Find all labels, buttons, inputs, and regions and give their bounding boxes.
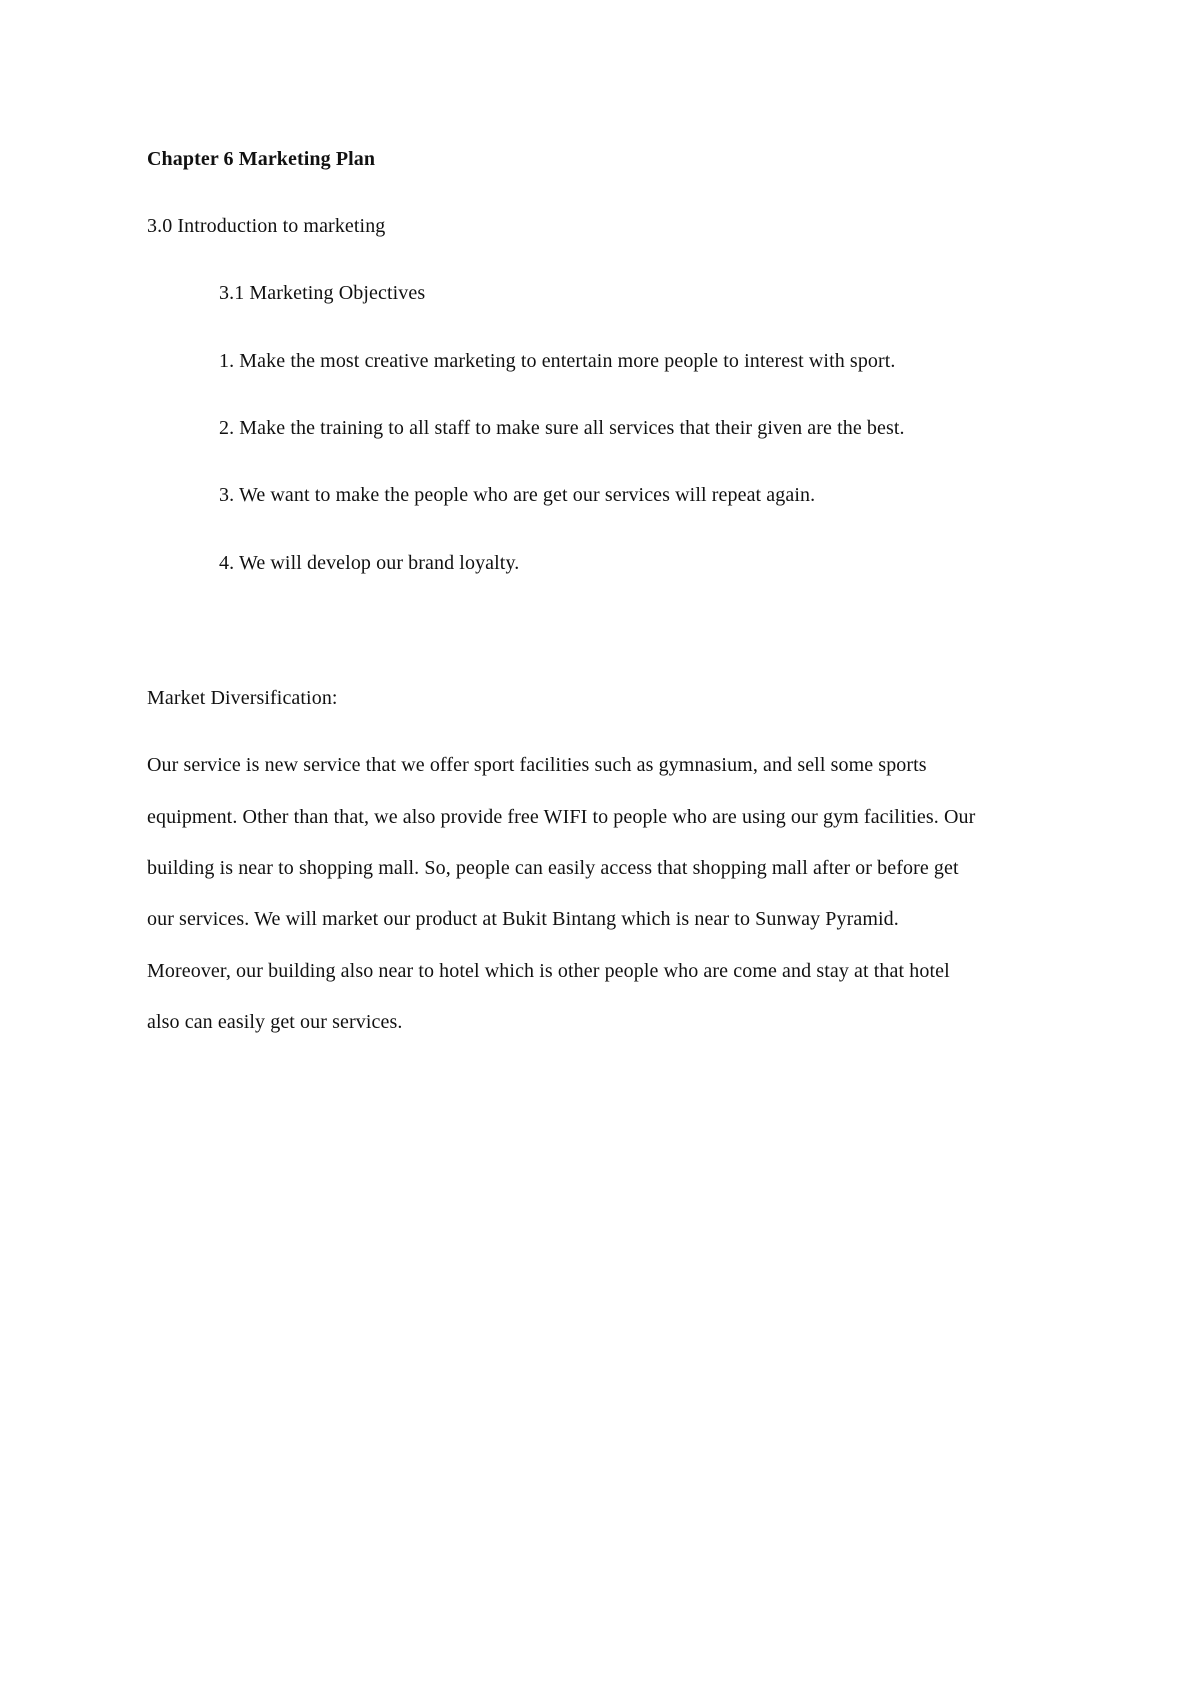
paragraph-line: equipment. Other than that, we also provide free WIFI to people who are using our gym facilities. Our <box>147 806 976 828</box>
paragraph-line: Our service is new service that we offer sport facilities such as gymnasium, and sell some sports <box>147 754 927 776</box>
chapter-title: Chapter 6 Marketing Plan <box>147 148 376 170</box>
objective-item: 3. We want to make the people who are get our services will repeat again. <box>219 484 816 506</box>
diversification-heading: Market Diversification: <box>147 687 338 709</box>
objective-item: 1. Make the most creative marketing to entertain more people to interest with sport. <box>219 350 896 372</box>
paragraph-line: also can easily get our services. <box>147 1011 403 1033</box>
paragraph-line: Moreover, our building also near to hotel which is other people who are come and stay at that hotel <box>147 960 950 982</box>
paragraph-line: our services. We will market our product at Bukit Bintang which is near to Sunway Pyramid. <box>147 908 899 930</box>
objective-item: 2. Make the training to all staff to make sure all services that their given are the best. <box>219 417 905 439</box>
objective-item: 4. We will develop our brand loyalty. <box>219 552 520 574</box>
subsection-title: 3.1 Marketing Objectives <box>219 282 426 304</box>
paragraph-line: building is near to shopping mall. So, people can easily access that shopping mall after or before get <box>147 857 959 879</box>
section-title: 3.0 Introduction to marketing <box>147 215 386 237</box>
